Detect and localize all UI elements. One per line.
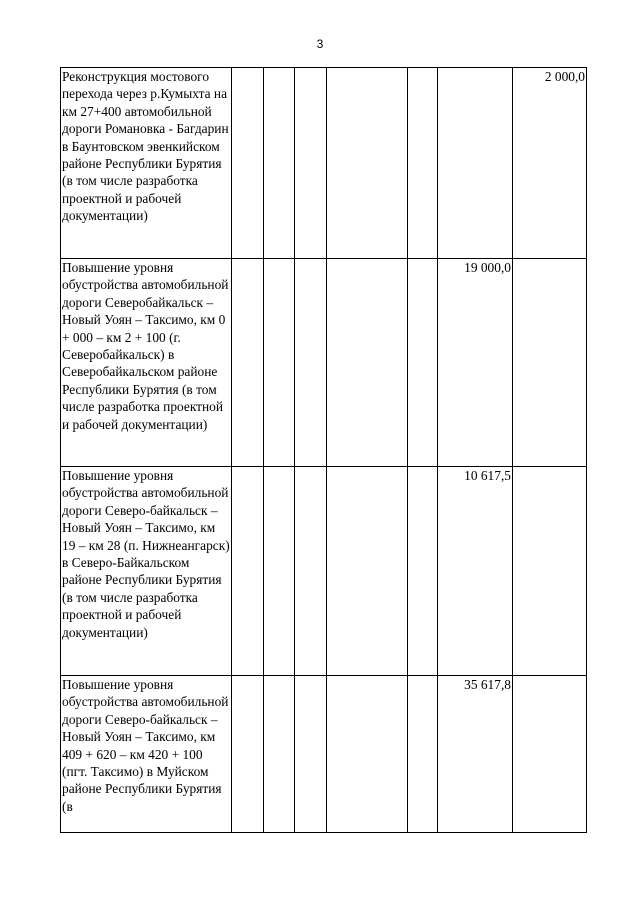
table-cell [264,259,295,467]
table-cell [327,68,408,259]
budget-table [60,67,587,833]
table-cell [408,467,438,676]
table-cell [295,676,327,833]
object-description: Повышение уровня обустройства автомобильной дороги Северо-байкальск – Новый Уоян – Таксимо, км 409 + 620 – км 420 + 100 (пгт. Таксимо) в Муйском районе Республики Бурятия (в [61,676,232,833]
amount-cell: 35 617,8 [438,676,513,833]
table-cell [264,68,295,259]
table-cell [295,259,327,467]
table-cell [232,259,264,467]
amount-cell: 19 000,0 [438,259,513,467]
object-description: Повышение уровня обустройства автомобильной дороги Северо-байкальск – Новый Уоян – Таксимо, км 19 – км 28 (п. Нижнеангарск) в Северо-Байкальском районе Республики Бурятия (в том числе разработка проектной и рабочей документации) [61,467,232,676]
object-description: Реконструкция мостового перехода через р.Кумыхта на км 27+400 автомобильной дороги Романовка - Багдарин в Баунтовском эвенкийском районе Республики Бурятия (в том числе разработка проектной и рабочей документации) [61,68,232,259]
table-cell [408,676,438,833]
table-row [61,68,587,259]
table-cell [295,68,327,259]
table-row [61,676,587,833]
table-cell [408,68,438,259]
page-number: 3 [316,37,324,51]
amount-cell: 2 000,0 [513,68,587,259]
table-cell [232,467,264,676]
amount-cell [513,259,587,467]
amount-cell [513,467,587,676]
amount-cell [438,68,513,259]
table-cell [327,676,408,833]
table-cell [232,676,264,833]
table-cell [295,467,327,676]
table-cell [232,68,264,259]
table-cell [327,259,408,467]
table-row [61,467,587,676]
amount-cell [513,676,587,833]
amount-cell: 10 617,5 [438,467,513,676]
table-row [61,259,587,467]
table-cell [327,467,408,676]
table-cell [408,259,438,467]
object-description: Повышение уровня обустройства автомобильной дороги Северобайкальск – Новый Уоян – Таксимо, км 0 + 000 – км 2 + 100 (г. Северобайкальск) в Северобайкальском районе Республики Бурятия (в том числе разработка проектной и рабочей документации) [61,259,232,467]
table-cell [264,676,295,833]
table-cell [264,467,295,676]
